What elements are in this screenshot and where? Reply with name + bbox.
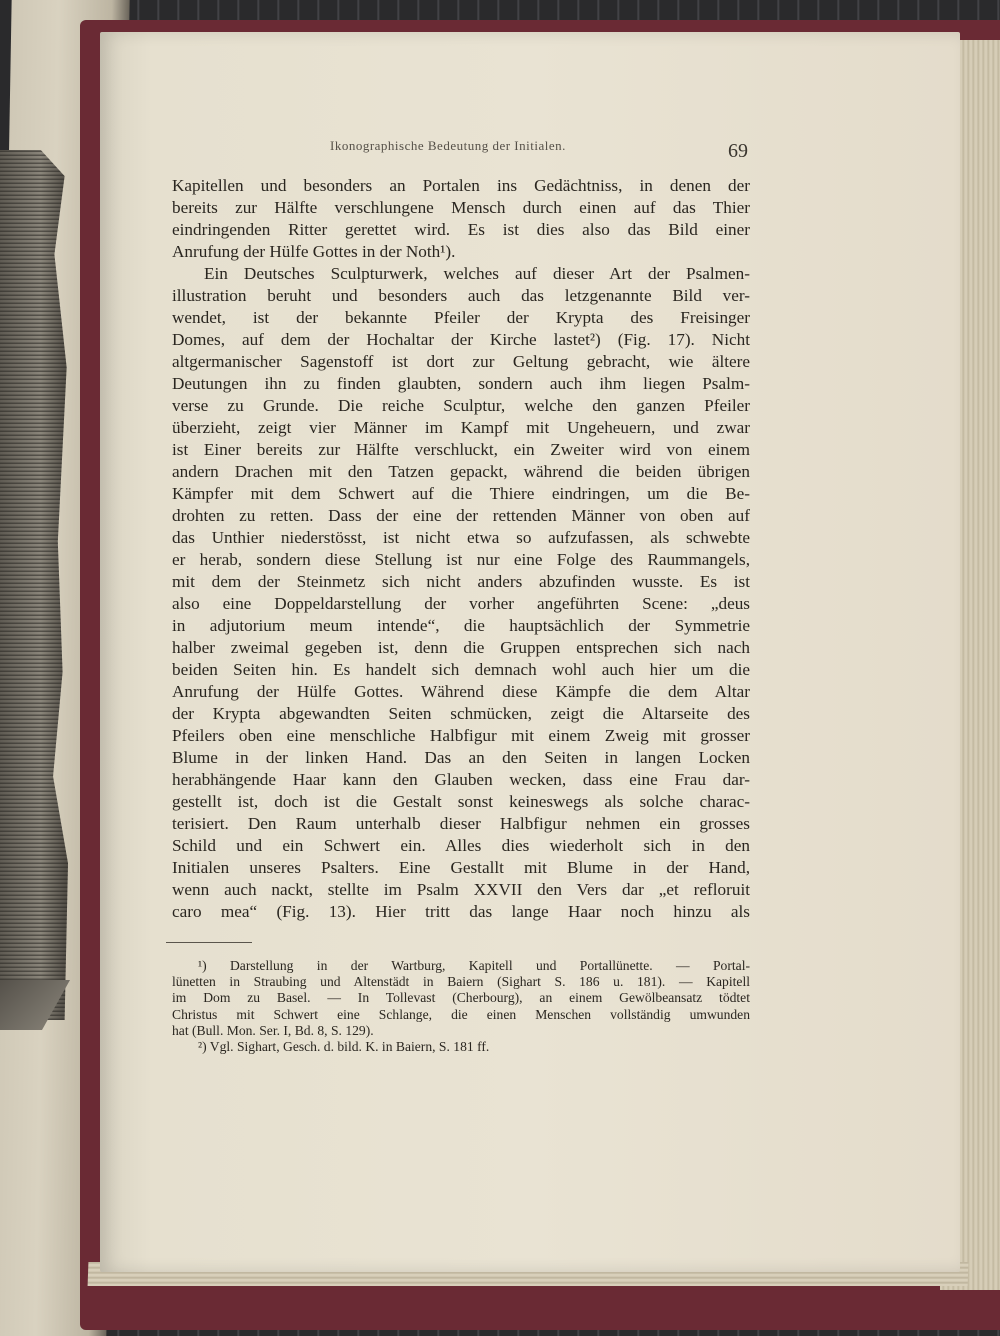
text-line: verse zu Grunde. Die reiche Sculptur, welche den ganzen Pfeiler xyxy=(172,396,750,415)
text-line: er herab, sondern diese Stellung ist nur eine Folge des Raummangels, xyxy=(172,550,750,569)
text-line: wendet, ist der bekannte Pfeiler der Krypta des Freisinger xyxy=(172,308,750,327)
text-line: Ein Deutsches Sculpturwerk, welches auf dieser Art der Psalmen- xyxy=(204,264,750,283)
page-number: 69 xyxy=(728,140,748,162)
text-line: Schild und ein Schwert ein. Alles dies wiederholt sich in den xyxy=(172,836,750,855)
text-line: terisiert. Den Raum unterhalb dieser Halbfigur nehmen ein grosses xyxy=(172,814,750,833)
text-line: bereits zur Hälfte verschlungene Mensch durch einen auf das Thier xyxy=(172,198,750,217)
text-line: Kämpfer mit dem Schwert auf die Thiere eindringen, um die Be- xyxy=(172,484,750,503)
text-line: ist Einer bereits zur Hälfte verschluckt, ein Zweiter wird von einem xyxy=(172,440,750,459)
body-text xyxy=(172,175,750,923)
footnote-line: ¹) Darstellung in der Wartburg, Kapitell und Portallünette. — Portal- xyxy=(198,958,750,973)
text-line: halber zweimal gegeben ist, denn die Gruppen entsprechen sich nach xyxy=(172,638,750,657)
text-line: Kapitellen und besonders an Portalen ins Gedächtniss, in denen der xyxy=(172,176,750,195)
text-line: also eine Doppeldarstellung der vorher angeführten Scene: „deus xyxy=(172,594,750,613)
footnote-line: im Dom zu Basel. — In Tollevast (Cherbourg), an einem Gewölbeansatz tödtet xyxy=(172,990,750,1006)
footnote-line: hat (Bull. Mon. Ser. I, Bd. 8, S. 129). xyxy=(172,1022,374,1038)
text-line: das Unthier niederstösst, ist nicht etwa so aufzufassen, als schwebte xyxy=(172,528,750,547)
text-line: überzieht, zeigt vier Männer im Kampf mit Ungeheuern, und zwar xyxy=(172,418,750,437)
text-line: mit dem der Steinmetz sich nicht anders abzufinden wusste. Es ist xyxy=(172,572,750,591)
footnotes xyxy=(172,958,750,1055)
text-line: Anrufung der Hülfe Gottes. Während diese Kämpfe die dem Altar xyxy=(172,682,750,701)
text-line: illustration beruht und besonders auch das letzgenannte Bild ver- xyxy=(172,286,750,305)
text-line: in adjutorium meum intende“, die hauptsächlich der Symmetrie xyxy=(172,616,750,635)
footnote-line: Christus mit Schwert eine Schlange, die einen Menschen vollständig umwunden xyxy=(172,1006,750,1022)
text-line: wenn auch nackt, stellte im Psalm XXVII den Vers dar „et refloruit xyxy=(172,880,750,899)
text-line: Pfeilers oben eine menschliche Halbfigur mit einem Zweig mit grosser xyxy=(172,726,750,745)
text-line: altgermanischer Sagenstoff ist dort zur Geltung gebracht, wie ältere xyxy=(172,352,750,371)
text-line: gestellt ist, doch ist die Gestalt sonst keineswegs als solche charac- xyxy=(172,792,750,811)
text-line: beiden Seiten hin. Es handelt sich demnach wohl auch hier um die xyxy=(172,660,750,679)
text-line: Blume in der linken Hand. Das an den Seiten in langen Locken xyxy=(172,748,750,767)
text-line: herabhängende Haar kann den Glauben wecken, dass eine Frau dar- xyxy=(172,770,750,789)
text-line: der Krypta abgewandten Seiten schmücken, zeigt die Altarseite des xyxy=(172,704,750,723)
text-line: Deutungen ihn zu finden glaubten, sondern auch ihm liegen Psalm- xyxy=(172,374,750,393)
running-head: Ikonographische Bedeutung der Initialen. xyxy=(330,138,566,153)
text-line: Anrufung der Hülfe Gottes in der Noth¹). xyxy=(172,242,456,261)
text-line: caro mea“ (Fig. 13). Hier tritt das lange Haar noch hinzu als xyxy=(172,902,750,921)
text-line: andern Drachen mit den Tatzen gepackt, während die beiden übrigen xyxy=(172,462,750,481)
text-line: eindringenden Ritter gerettet wird. Es ist dies also das Bild einer xyxy=(172,220,750,239)
text-line: Domes, auf dem der Hochaltar der Kirche lastet²) (Fig. 17). Nicht xyxy=(172,330,750,349)
footnote-rule xyxy=(166,942,252,943)
footnote-line: ²) Vgl. Sighart, Gesch. d. bild. K. in Baiern, S. 181 ff. xyxy=(198,1039,490,1055)
footnote-line: lünetten in Straubing und Altenstädt in Baiern (Sighart S. 186 u. 181). — Kapitell xyxy=(172,974,750,990)
text-line: drohten zu retten. Dass der eine der rettenden Männer von oben auf xyxy=(172,506,750,525)
text-line: Initialen unseres Psalters. Eine Gestallt mit Blume in der Hand, xyxy=(172,858,750,877)
